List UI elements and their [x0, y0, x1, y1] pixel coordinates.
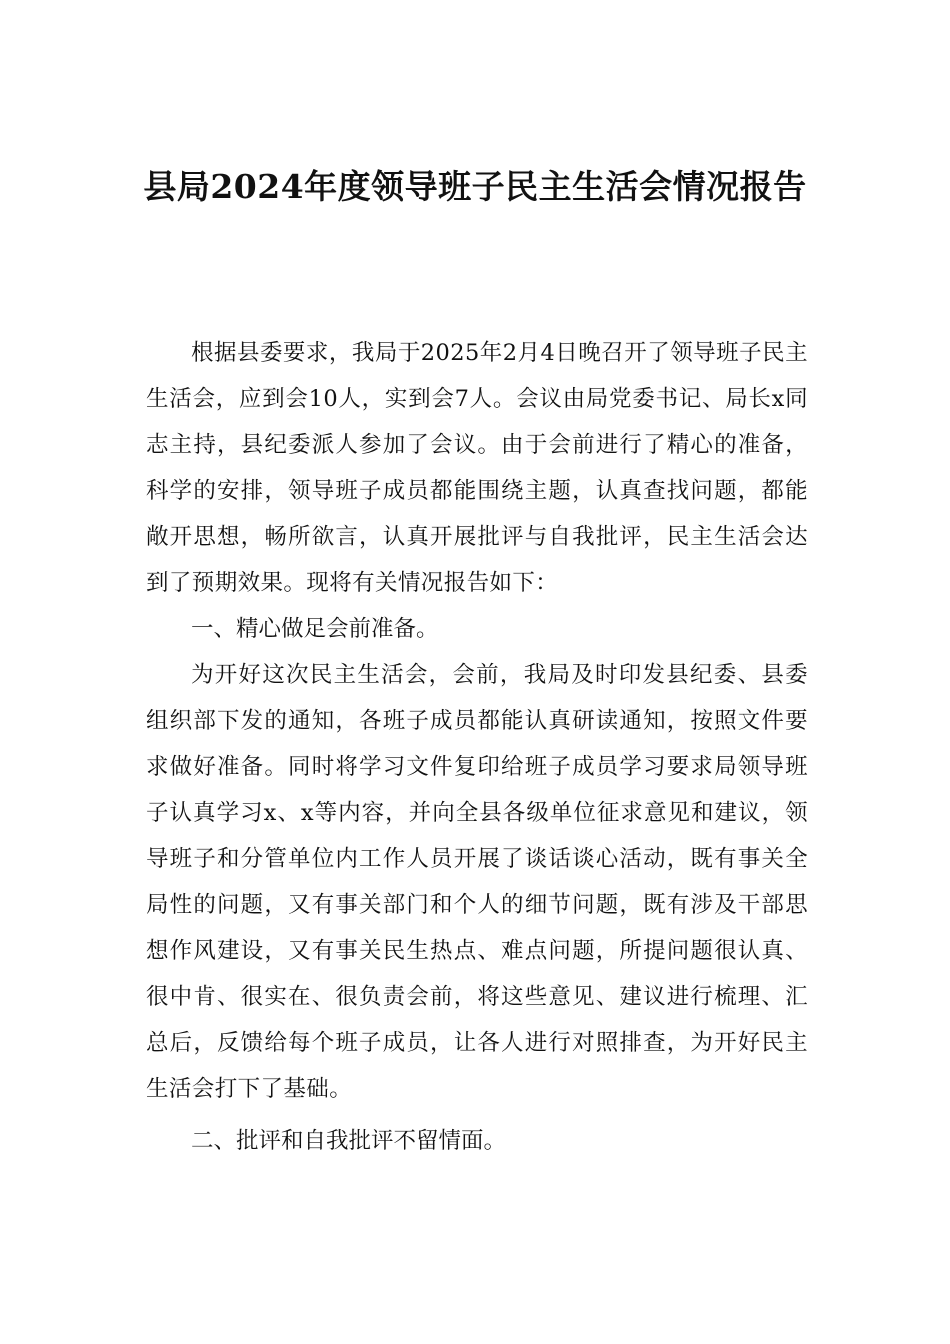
section-1-heading: 一、精心做足会前准备。 — [191, 616, 439, 642]
intro-paragraph: 根据县委要求，我局于2025年2月4日晚召开了领导班子民主生活会，应到会10人，实到会7人。会议由局党委书记、局长x同志主持，县纪委派人参加了会议。由于会前进行了精心的准备，科学的安排，领导班子成员都能围绕主题，认真查找问题，都能敞开思想，畅所欲言，认真开展批评与自我批评，民主生活会达到了预期效果。现将有关情况报告如下： — [146, 340, 808, 596]
document-title: 县局2024年度领导班子民主生活会情况报告 — [143, 167, 807, 206]
section-1-paragraph: 为开好这次民主生活会，会前，我局及时印发县纪委、县委组织部下发的通知，各班子成员都能认真研读通知，按照文件要求做好准备。同时将学习文件复印给班子成员学习要求局领导班子认真学习x、x等内容，并向全县各级单位征求意见和建议，领导班子和分管单位内工作人员开展了谈话谈心活动，既有事关全局性的问题，又有事关部门和个人的细节问题，既有涉及干部思想作风建设，又有事关民生热点、难点问题，所提问题很认真、很中肯、很实在、很负责会前，将这些意见、建议进行梳理、汇总后，反馈给每个班子成员，让各人进行对照排查，为开好民主生活会打下了基础。 — [146, 662, 808, 1102]
document-body — [146, 330, 808, 1164]
section-2-heading: 二、批评和自我批评不留情面。 — [191, 1128, 507, 1154]
